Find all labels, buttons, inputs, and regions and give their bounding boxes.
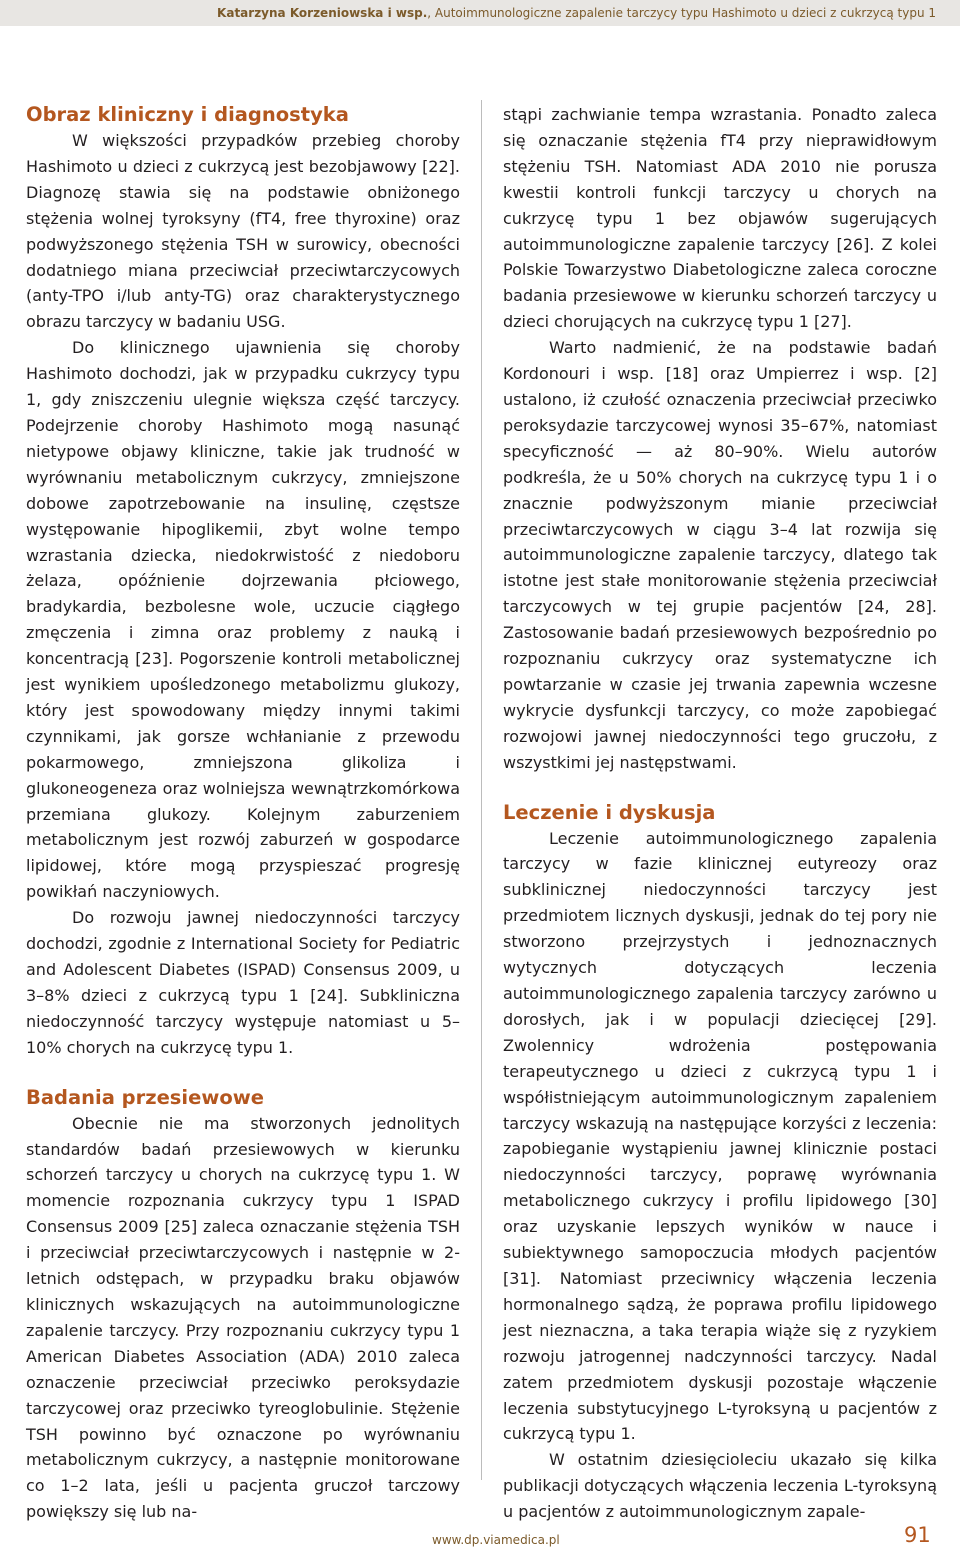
header-authors: Katarzyna Korzeniowska i wsp. (217, 6, 428, 20)
section-title-badania-przesiewowe: Badania przesiewowe (26, 1085, 264, 1109)
section-title-leczenie-i-dyskusja: Leczenie i dyskusja (503, 800, 716, 824)
paragraph: Do klinicznego ujawnienia się choroby Hashimoto dochodzi, jak w przypadku cukrzycy typu 1, gdy zniszczeniu ulegnie większa część tarczycy. Podejrzenie choroby Hashimoto mogą nasunąć nietypowe objawy kliniczne, takie jak trudność w wyrównaniu metabolicznym cukrzycy, zmniejszone dobowe zapotrzebowanie na insulinę, częstsze występowanie hipoglikemii, zbyt wolne tempo wzrastania dziecka, niedokrwistość z niedoboru żelaza, opóźnienie dojrzewania płciowego, bradykardia, bezbolesne wole, uczucie ciągłego zmęczenia i zimna oraz problemy z nauką i koncentracją [23]. Pogorszenie kontroli metabolicznej jest wynikiem upośledzonego metabolizmu glukozy, który jest spowodowany między innymi takimi czynnikami, jak gorsze wchłanianie z przewodu pokarmowego, zmniejszona glikoliza i glukoneogeneza oraz wolniejsza wewnątrzkomórkowa przemiana glukozy. Kolejnym zaburzeniem metabolicznym jest rozwój zaburzeń w gospodarce lipidowej, które mogą przyspieszać progresję powikłań naczyniowych. (26, 338, 460, 902)
paragraph: stąpi zachwianie tempa wzrastania. Ponadto zaleca się oznaczanie stężenia fT4 przy nieprawidłowym stężeniu TSH. Natomiast ADA 2010 nie porusza kwestii kontroli funkcji tarczycy u chorych na cukrzycę typu 1 bez objawów sugerujących autoimmunologiczne zapalenie tarczycy [26]. Z kolei Polskie Towarzystwo Diabetologiczne zaleca coroczne badania przesiewowe w kierunku schorzeń tarczycy u dzieci chorujących na cukrzycę typu 1 [27]. (503, 105, 937, 332)
paragraph: Do rozwoju jawnej niedoczynności tarczycy dochodzi, zgodnie z International Society for Pediatric and Adolescent Diabetes (ISPAD) Consensus 2009, u 3–8% dzieci z cukrzycą typu 1 [24]. Subkliniczna niedoczynność tarczycy występuje natomiast u 5–10% chorych na cukrzycę typu 1. (26, 908, 460, 1057)
paragraph: Obecnie nie ma stworzonych jednolitych standardów badań przesiewowych w kierunku schorzeń tarczycy u chorych na cukrzycę typu 1. W momencie rozpoznania cukrzycy typu 1 ISPAD Consensus 2009 [25] zaleca oznaczanie stężenia TSH i przeciwciał przeciwtarczycowych i następnie w 2-letnich odstępach, w przypadku braku objawów klinicznych wskazujących na autoimmunologiczne zapalenie tarczycy. Przy rozpoznaniu cukrzycy typu 1 American Diabetes Association (ADA) 2010 zaleca oznaczenie przeciwciał przeciwko peroksydazie tarczycowej oraz przeciwko tyreoglobulinie. Stężenie TSH powinno być oznaczone po wyrównaniu metabolicznym cukrzycy, a następnie monitorowane co 1–2 lata, jeśli u pacjenta gruczoł tarczowy powiększy się lub na- (26, 1113, 460, 1522)
paragraph: W większości przypadków przebieg choroby Hashimoto u dzieci z cukrzycą jest bezobjawowy [22]. Diagnozę stawia się na podstawie obniżonego stężenia wolnej tyroksyny (fT4, free thyroxine) oraz podwyższonego stężenia TSH w surowicy, obecności dodatniego miana przeciwciał przeciwtarczycowych (anty-TPO i/lub anty-TG) oraz charakterystycznego obrazu tarczycy w badaniu USG. (26, 131, 460, 332)
left-column (26, 102, 460, 1525)
paragraph: W ostatnim dziesięcioleciu ukazało się kilka publikacji dotyczących włączenia leczenia L-tyroksyną u pacjentów z autoimmunologicznym zapale- (503, 1450, 937, 1522)
paragraph: Warto nadmienić, że na podstawie badań Kordonouri i wsp. [18] oraz Umpierrez i wsp. [2] ustalono, iż czułość oznaczenia przeciwciał przeciwko peroksydazie tarczycowej wynosi 35–67%, natomiast specyficzność — aż 80–90%. Wielu autorów podkreśla, że u 50% chorych na cukrzycę typu 1 i o znacznie podwyższonym mianie przeciwciał przeciwtarczycowych w ciągu 3–4 lat rozwija się autoimmunologiczne zapalenie tarczycy, dlatego tak istotne jest stałe monitorowanie stężenia przeciwciał tarczycowych w tej grupie pacjentów [24, 28]. Zastosowanie badań przesiewowych bezpośrednio po rozpoznaniu cukrzycy oraz systematyczne ich powtarzanie w czasie jej trwania zapewnia wczesne wykrycie dysfunkcji tarczycy, co może zapobiegać rozwojowi jawnej niedoczynności tego gruczołu, z wszystkimi jej następstwami. (503, 338, 937, 772)
page-number: 91 (904, 1523, 931, 1547)
footer-url-link[interactable]: www.dp.viamedica.pl (432, 1533, 560, 1547)
paragraph: Leczenie autoimmunologicznego zapalenia tarczycy w fazie klinicznej eutyreozy oraz subklinicznej niedoczynności tarczycy jest przedmiotem licznych dyskusji, jednak do tej pory nie stworzono przejrzystych i jednoznacznych wytycznych dotyczących leczenia autoimmunologicznego zapalenia tarczycy zarówno u dorosłych, jak i w populacji dziecięcej [29]. Zwolennicy wdrożenia postępowania terapeutycznego u dzieci z cukrzycą typu 1 i współistniejącym autoimmunologicznym zapaleniem tarczycy wskazują na następujące korzyści z leczenia: zapobieganie wystąpieniu jawnej klinicznie postaci niedoczynności tarczycy, poprawę wyrównania metabolicznego cukrzycy i profilu lipidowego [30] oraz uzyskanie lepszych wyników w nauce i subiektywnego samopoczucia młodych pacjentów [31]. Natomiast przeciwnicy włączenia leczenia hormonalnego sądzą, że poprawa profilu lipidowego jest nieznaczna, a taka terapia wiąże się z ryzykiem rozwoju jatrogennej nadczynności tarczycy. Nadal zatem przedmiotem dyskusji pozostaje włączenie leczenia substytucyjnego L-tyroksyną u pacjentów z cukrzycą typu 1. (503, 828, 937, 1444)
running-header (0, 0, 960, 26)
right-column (503, 102, 937, 1525)
section-title-obraz-kliniczny: Obraz kliniczny i diagnostyka (26, 103, 349, 126)
header-title: , Autoimmunologiczne zapalenie tarczycy typu Hashimoto u dzieci z cukrzycą typu 1 (427, 6, 936, 20)
column-divider (481, 100, 482, 1480)
